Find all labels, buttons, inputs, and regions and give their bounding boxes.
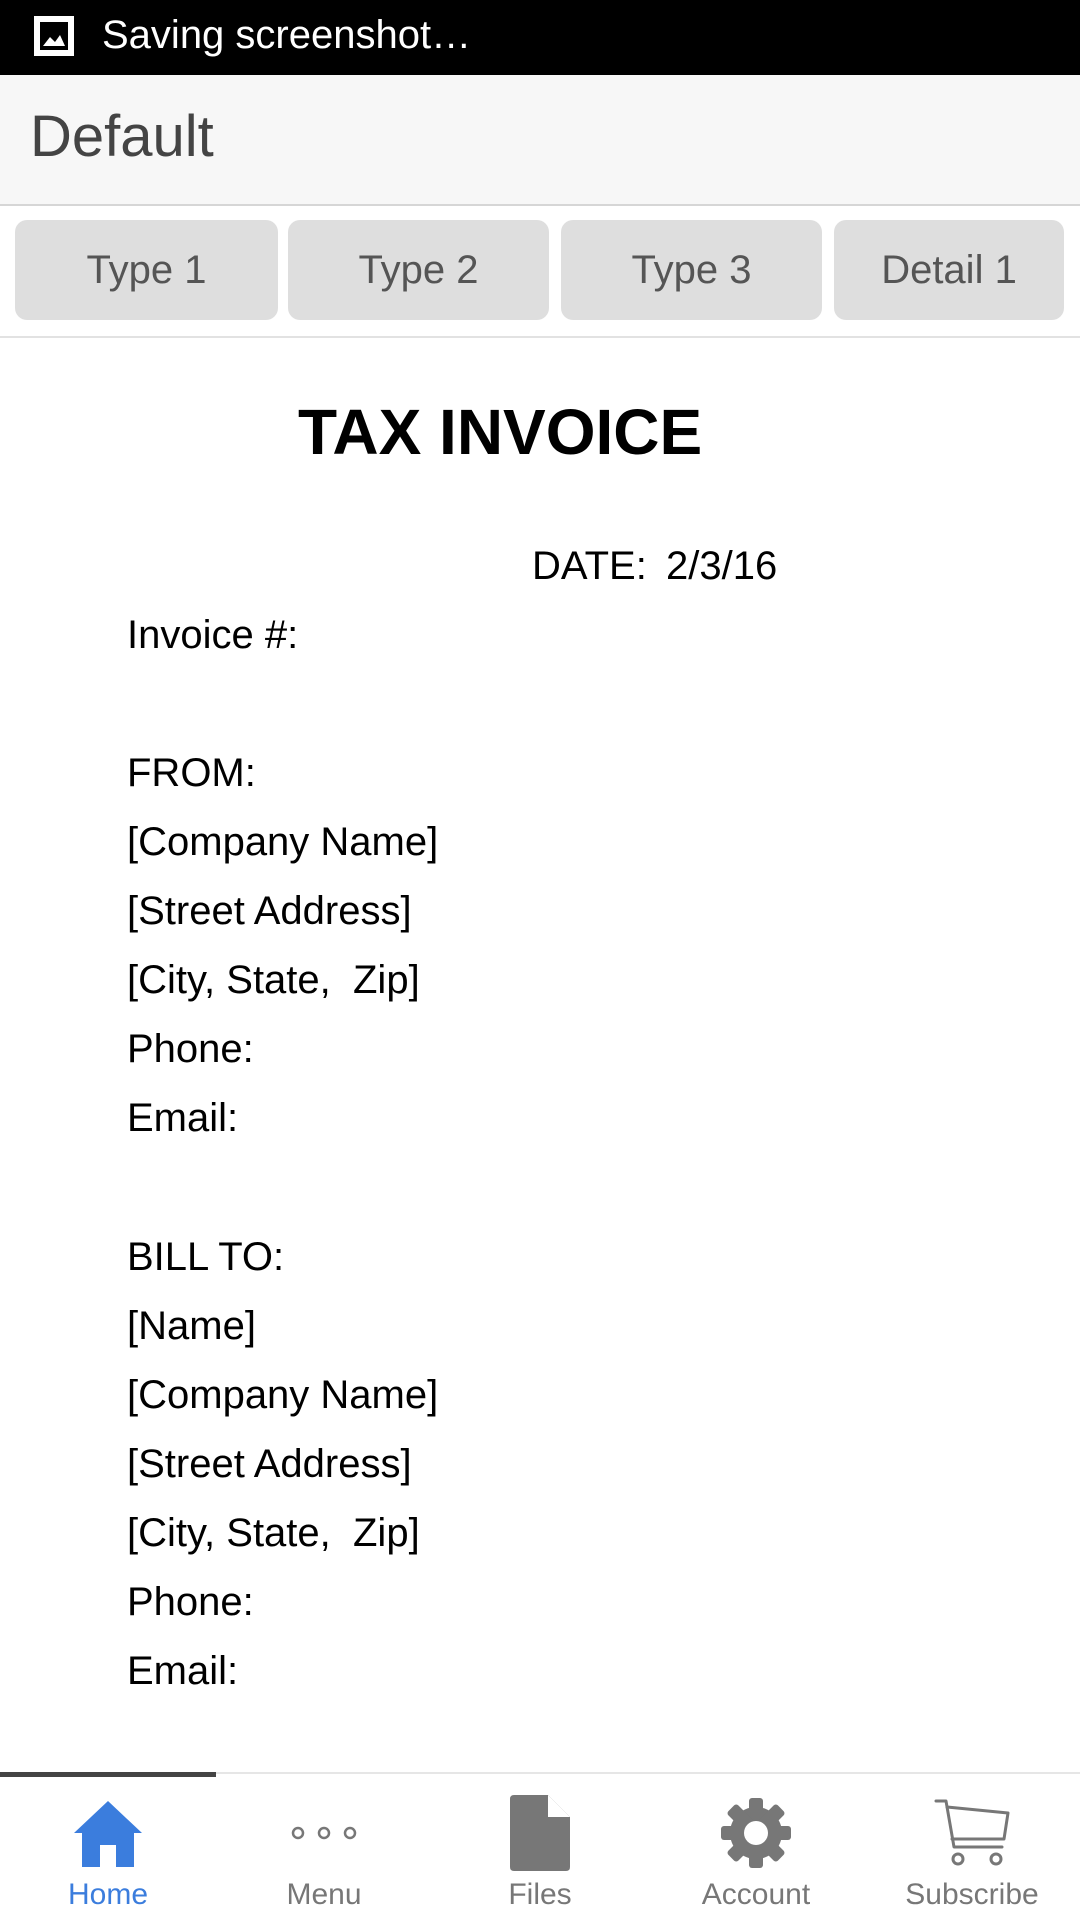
bottom-nav [0,1772,1080,1920]
document-title: TAX INVOICE [298,396,703,468]
nav-files-label: Files [508,1878,572,1911]
file-icon [508,1793,572,1873]
bill-to-heading: BILL TO: [127,1235,285,1279]
more-dots-icon [288,1818,360,1848]
nav-account[interactable] [648,1774,864,1922]
tab-type-2[interactable]: Type 2 [288,220,549,320]
home-icon [72,1797,144,1869]
type-tab-row [0,206,1080,338]
bill-to-email: Email: [127,1649,239,1693]
bill-to-street: [Street Address] [127,1442,412,1486]
from-heading: FROM: [127,751,256,795]
image-icon [33,15,75,57]
app-bar [0,75,1080,206]
nav-home[interactable] [0,1774,216,1922]
invoice-number-label: Invoice #: [127,613,299,657]
nav-account-label: Account [701,1878,811,1911]
from-phone: Phone: [127,1027,254,1071]
date-value: 2/3/16 [666,544,778,588]
from-company: [Company Name] [127,820,439,864]
nav-home-label: Home [67,1878,149,1911]
bill-to-name: [Name] [127,1304,256,1348]
nav-menu-label: Menu [286,1878,362,1911]
invoice-document[interactable] [0,340,1080,1770]
gear-icon [719,1796,793,1870]
app-title: Default [30,104,214,169]
bill-to-company: [Company Name] [127,1373,439,1417]
nav-subscribe-label: Subscribe [905,1878,1039,1911]
bill-to-city: [City, State, Zip] [127,1511,420,1555]
bill-to-phone: Phone: [127,1580,254,1624]
tab-detail-1[interactable]: Detail 1 [834,220,1064,320]
date-label: DATE: [532,544,647,588]
from-street: [Street Address] [127,889,412,933]
tab-type-3[interactable]: Type 3 [561,220,822,320]
cart-icon [932,1795,1012,1871]
from-email: Email: [127,1096,239,1140]
status-bar [0,0,1080,75]
from-city: [City, State, Zip] [127,958,420,1002]
nav-subscribe[interactable] [864,1774,1080,1922]
tab-type-1[interactable]: Type 1 [15,220,278,320]
nav-files[interactable] [432,1774,648,1922]
nav-menu[interactable] [216,1774,432,1922]
status-text: Saving screenshot… [102,13,472,57]
